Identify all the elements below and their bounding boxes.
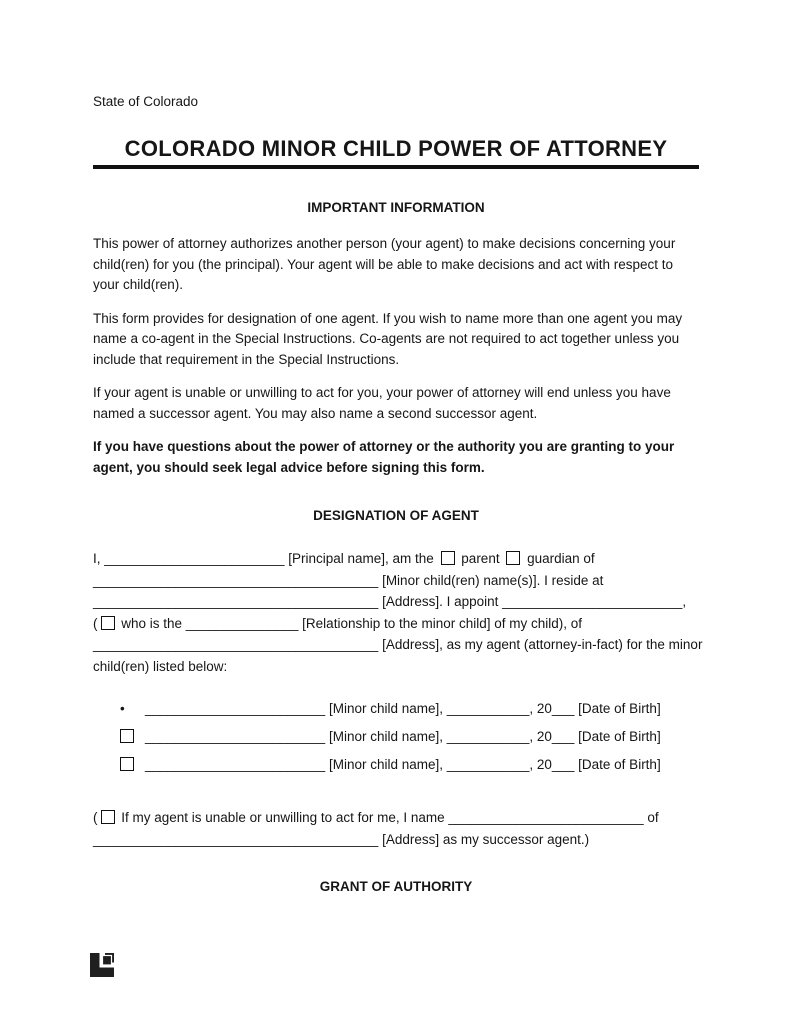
text-segment: [Minor child name], (325, 757, 447, 772)
successor-agent-clause (93, 807, 699, 851)
form-line (93, 656, 699, 678)
minor-child-row (93, 723, 699, 751)
info-paragraph: If you have questions about the power of attorney or the authority you are granting to your agent, you should seek legal advice before signing this form. (93, 439, 675, 475)
section-heading-important-information: IMPORTANT INFORMATION (307, 200, 485, 215)
birth-year-blank[interactable]: ___ (551, 701, 575, 716)
legal-templates-logo (88, 951, 116, 979)
important-information-paragraphs (93, 234, 699, 478)
text-segment: who is the (117, 615, 186, 631)
text-segment: [Minor child(ren) name(s)]. I reside at (378, 572, 604, 588)
principal-address-blank[interactable]: ______________________________________ (93, 594, 379, 609)
text-segment: , 20 (529, 701, 552, 716)
document-title: COLORADO MINOR CHILD POWER OF ATTORNEY (93, 136, 699, 169)
birth-year-blank[interactable]: ___ (551, 729, 575, 744)
birth-date-blank[interactable]: ___________ (446, 729, 530, 744)
successor-agent-checkbox[interactable] (101, 810, 115, 824)
legal-templates-logo-icon (88, 951, 116, 979)
minor-children-names-blank[interactable]: ______________________________________ (93, 572, 379, 588)
child-3-checkbox[interactable] (120, 757, 134, 771)
info-paragraph: If your agent is unable or unwilling to act for you, your power of attorney will end unless you have named a successor agent. You may also name a second successor agent. (93, 385, 671, 421)
text-segment: [Address], as my agent (attorney-in-fact) for the minor (378, 637, 703, 652)
designation-intro-lines (93, 548, 703, 677)
parent-checkbox[interactable] (441, 551, 455, 565)
child-1-bullet: • (120, 701, 125, 716)
text-segment: guardian of (523, 551, 595, 566)
minor-child-row (93, 751, 699, 779)
text-segment: [Principal name], am the (284, 551, 438, 566)
form-line (93, 548, 699, 570)
child-checkbox-cell (120, 723, 145, 751)
form-line (93, 591, 699, 613)
text-segment: [Minor child name], (325, 701, 447, 716)
child-name-blank[interactable]: ________________________ (145, 757, 326, 772)
text-segment: child(ren) listed below: (93, 658, 228, 674)
info-paragraph: This power of attorney authorizes another person (your agent) to make decisions concerning your child(ren) for you (the principal). Your agent will be able to make decisions and act with respect to your child(ren). (93, 236, 676, 292)
minor-child-row (93, 695, 699, 723)
agent-name-blank[interactable]: ________________________ (502, 594, 683, 609)
form-line (93, 613, 699, 635)
relationship-checkbox[interactable] (101, 616, 115, 630)
text-segment: [Relationship to the minor child] of my child), of (298, 615, 583, 631)
text-segment: , 20 (529, 729, 552, 744)
child-2-checkbox[interactable] (120, 729, 134, 743)
text-segment: [Date of Birth] (574, 757, 661, 772)
text-segment: ( (93, 615, 98, 631)
text-segment: [Minor child name], (325, 729, 447, 744)
birth-date-blank[interactable]: ___________ (446, 701, 530, 716)
text-segment: [Address] as my successor agent.) (378, 832, 590, 847)
successor-name-blank[interactable]: __________________________ (448, 810, 644, 825)
text-segment: [Date of Birth] (574, 701, 661, 716)
relationship-blank[interactable]: _______________ (185, 615, 299, 631)
text-segment: [Address]. I appoint (378, 594, 503, 609)
state-label: State of Colorado (93, 94, 199, 109)
text-segment: ( (93, 810, 98, 825)
principal-name-blank[interactable]: ________________________ (104, 551, 285, 566)
text-segment: I, (93, 551, 105, 566)
birth-date-blank[interactable]: ___________ (446, 757, 530, 772)
agent-address-blank[interactable]: ______________________________________ (93, 637, 379, 652)
text-segment: If my agent is unable or unwilling to act for me, I name (117, 810, 449, 825)
guardian-checkbox[interactable] (506, 551, 520, 565)
form-line (93, 570, 699, 592)
section-heading-grant-of-authority: GRANT OF AUTHORITY (319, 879, 473, 894)
form-line (93, 634, 703, 656)
document-content (93, 94, 703, 897)
section-heading-designation-of-agent: DESIGNATION OF AGENT (313, 508, 479, 523)
text-segment: , (682, 594, 687, 609)
info-paragraph: This form provides for designation of one agent. If you wish to name more than one agent you may name a co-agent in the Special Instructions. Co-agents are not required to act together unless you include that requirement in the Special Instructions. (93, 310, 683, 367)
birth-year-blank[interactable]: ___ (551, 757, 575, 772)
text-segment: of (643, 810, 659, 825)
child-name-blank[interactable]: ________________________ (145, 729, 326, 744)
text-segment: parent (457, 551, 504, 566)
successor-address-blank[interactable]: ______________________________________ (93, 832, 379, 847)
text-segment: , 20 (529, 757, 552, 772)
child-name-blank[interactable]: ________________________ (145, 701, 326, 716)
text-segment: [Date of Birth] (574, 729, 661, 744)
form-line (93, 829, 699, 851)
minor-children-list (93, 695, 699, 779)
child-checkbox-cell (120, 751, 145, 779)
form-line (93, 807, 699, 829)
